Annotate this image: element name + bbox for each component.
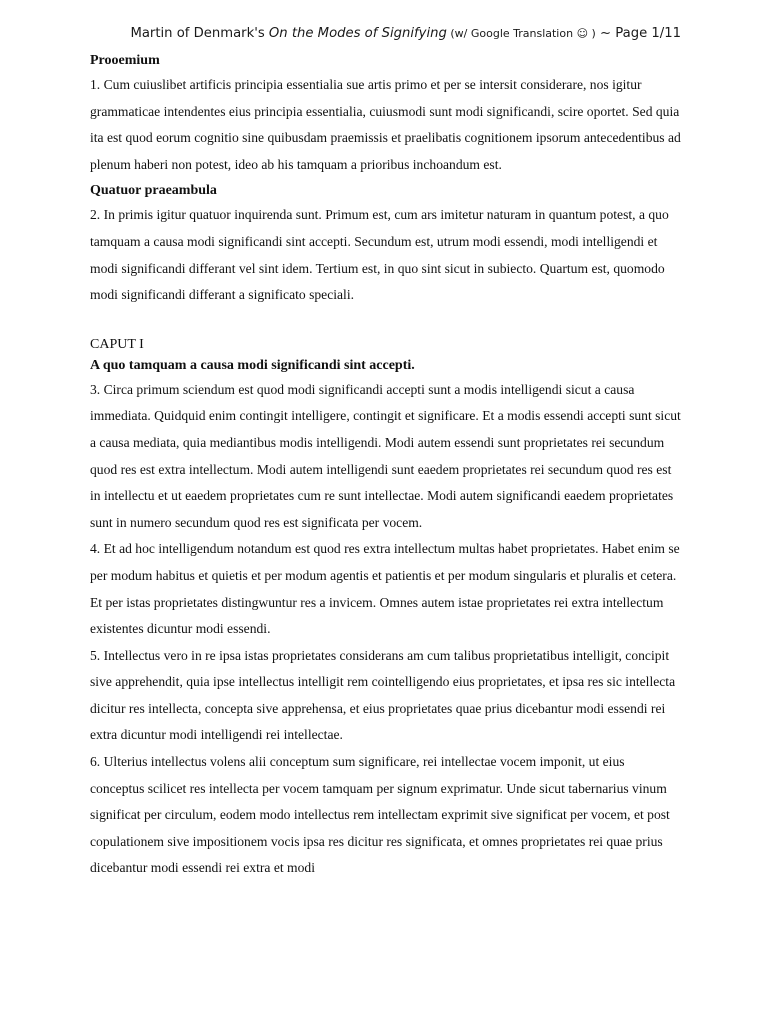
- chapter-label: CAPUT I: [90, 336, 144, 352]
- document-body: [90, 50, 682, 882]
- section-heading-prooemium: Prooemium: [90, 53, 160, 68]
- paragraph-4: 4. Et ad hoc intelligendum notandum est quod res extra intellectum multas habet proprietates. Habet enim se per modum habitus et quietis et per modum agentis et patientis et per modum singularis et pluralis et cetera. Et per istas proprietates distingwuntur res a invicem. Omnes autem istae proprietates rei extra intellectum existentes dicuntur modi essendi.: [90, 541, 680, 637]
- paragraph-3: 3. Circa primum sciendum est quod modi significandi accepti sunt a modis intelligendi sicut a causa immediata. Quidquid enim contingit intelligere, contingit et significare. Et a modis essendi accepti sunt sicut a causa mediata, quia mediantibus modis intelligendi. Modi autem essendi sunt proprietates rei secundum quod res est extra intellectum. Modi autem intelligendi sunt eaedem proprietates rei secundum quod res est in intellectu et ut eaedem proprietates cum re sunt intellectae. Modi autem significandi eaedem proprietates sunt in numero secundum quod res est significata per vocem.: [90, 381, 681, 530]
- header-prefix: Martin of Denmark's: [130, 26, 269, 41]
- paragraph-6: 6. Ulterius intellectus volens alii conceptum sum significare, rei intellectae vocem imponit, ut eius conceptus scilicet res intellecta per vocem tamquam per signum exprimatur. Unde sicut tabernarius vinum significat per circulum, eodem modo intellectus rem intellectam exprimit sive significat per vocem, et post copulationem sive impositionem vocis ipsa res dicitur res significata, et omnes proprietates rei quae prius dicebantur modi essendi rei extra et modi: [90, 754, 670, 876]
- header-page-label: ~ Page 1/11: [595, 26, 681, 41]
- section-heading-praeambula: Quatuor praeambula: [90, 183, 217, 199]
- paragraph-1: 1. Cum cuiuslibet artificis principia essentialia sue artis primo et per se intersit considerare, nos igitur grammaticae intendentes eius principia essentialia, cuiusmodi sunt modi significandi, scire oportet. Sed quia ita est quod eorum cognitio sine quibusdam praemissis et praelibatis cognitionem ipsorum antecedentibus ad plenum haberi non potest, ideo ab his tamquam a prioribus inchoandum est.: [90, 77, 681, 172]
- paragraph-5: 5. Intellectus vero in re ipsa istas proprietates considerans am cum talibus proprietatibus intelligit, concipit sive apprehendit, quia ipse intellectus intelligit rem cointelligendo eius proprietates, et ipsa res sic intellecta dicitur res intellecta, concepta sive apprehensa, et eius proprietates quae prius dicebantur modi essendi rei extra dicuntur modi intelligendi rei intellectae.: [90, 647, 676, 743]
- paragraph-2: 2. In primis igitur quatuor inquirenda sunt. Primum est, cum ars imitetur naturam in quantum potest, a quo tamquam a causa modi significandi sint accepti. Secundum est, utrum modi essendi, modi intelligendi et modi significandi differant vel sint idem. Tertium est, in quo sint sicut in subiecto. Quartum est, quomodo modi significandi differant a significato speciali.: [90, 207, 669, 303]
- running-header: [0, 26, 681, 41]
- chapter-heading: A quo tamquam a causa modi significandi sint accepti.: [90, 357, 415, 373]
- header-note: (w/ Google Translation ☺ ): [446, 27, 596, 40]
- header-work-title: On the Modes of Signifying: [268, 26, 447, 41]
